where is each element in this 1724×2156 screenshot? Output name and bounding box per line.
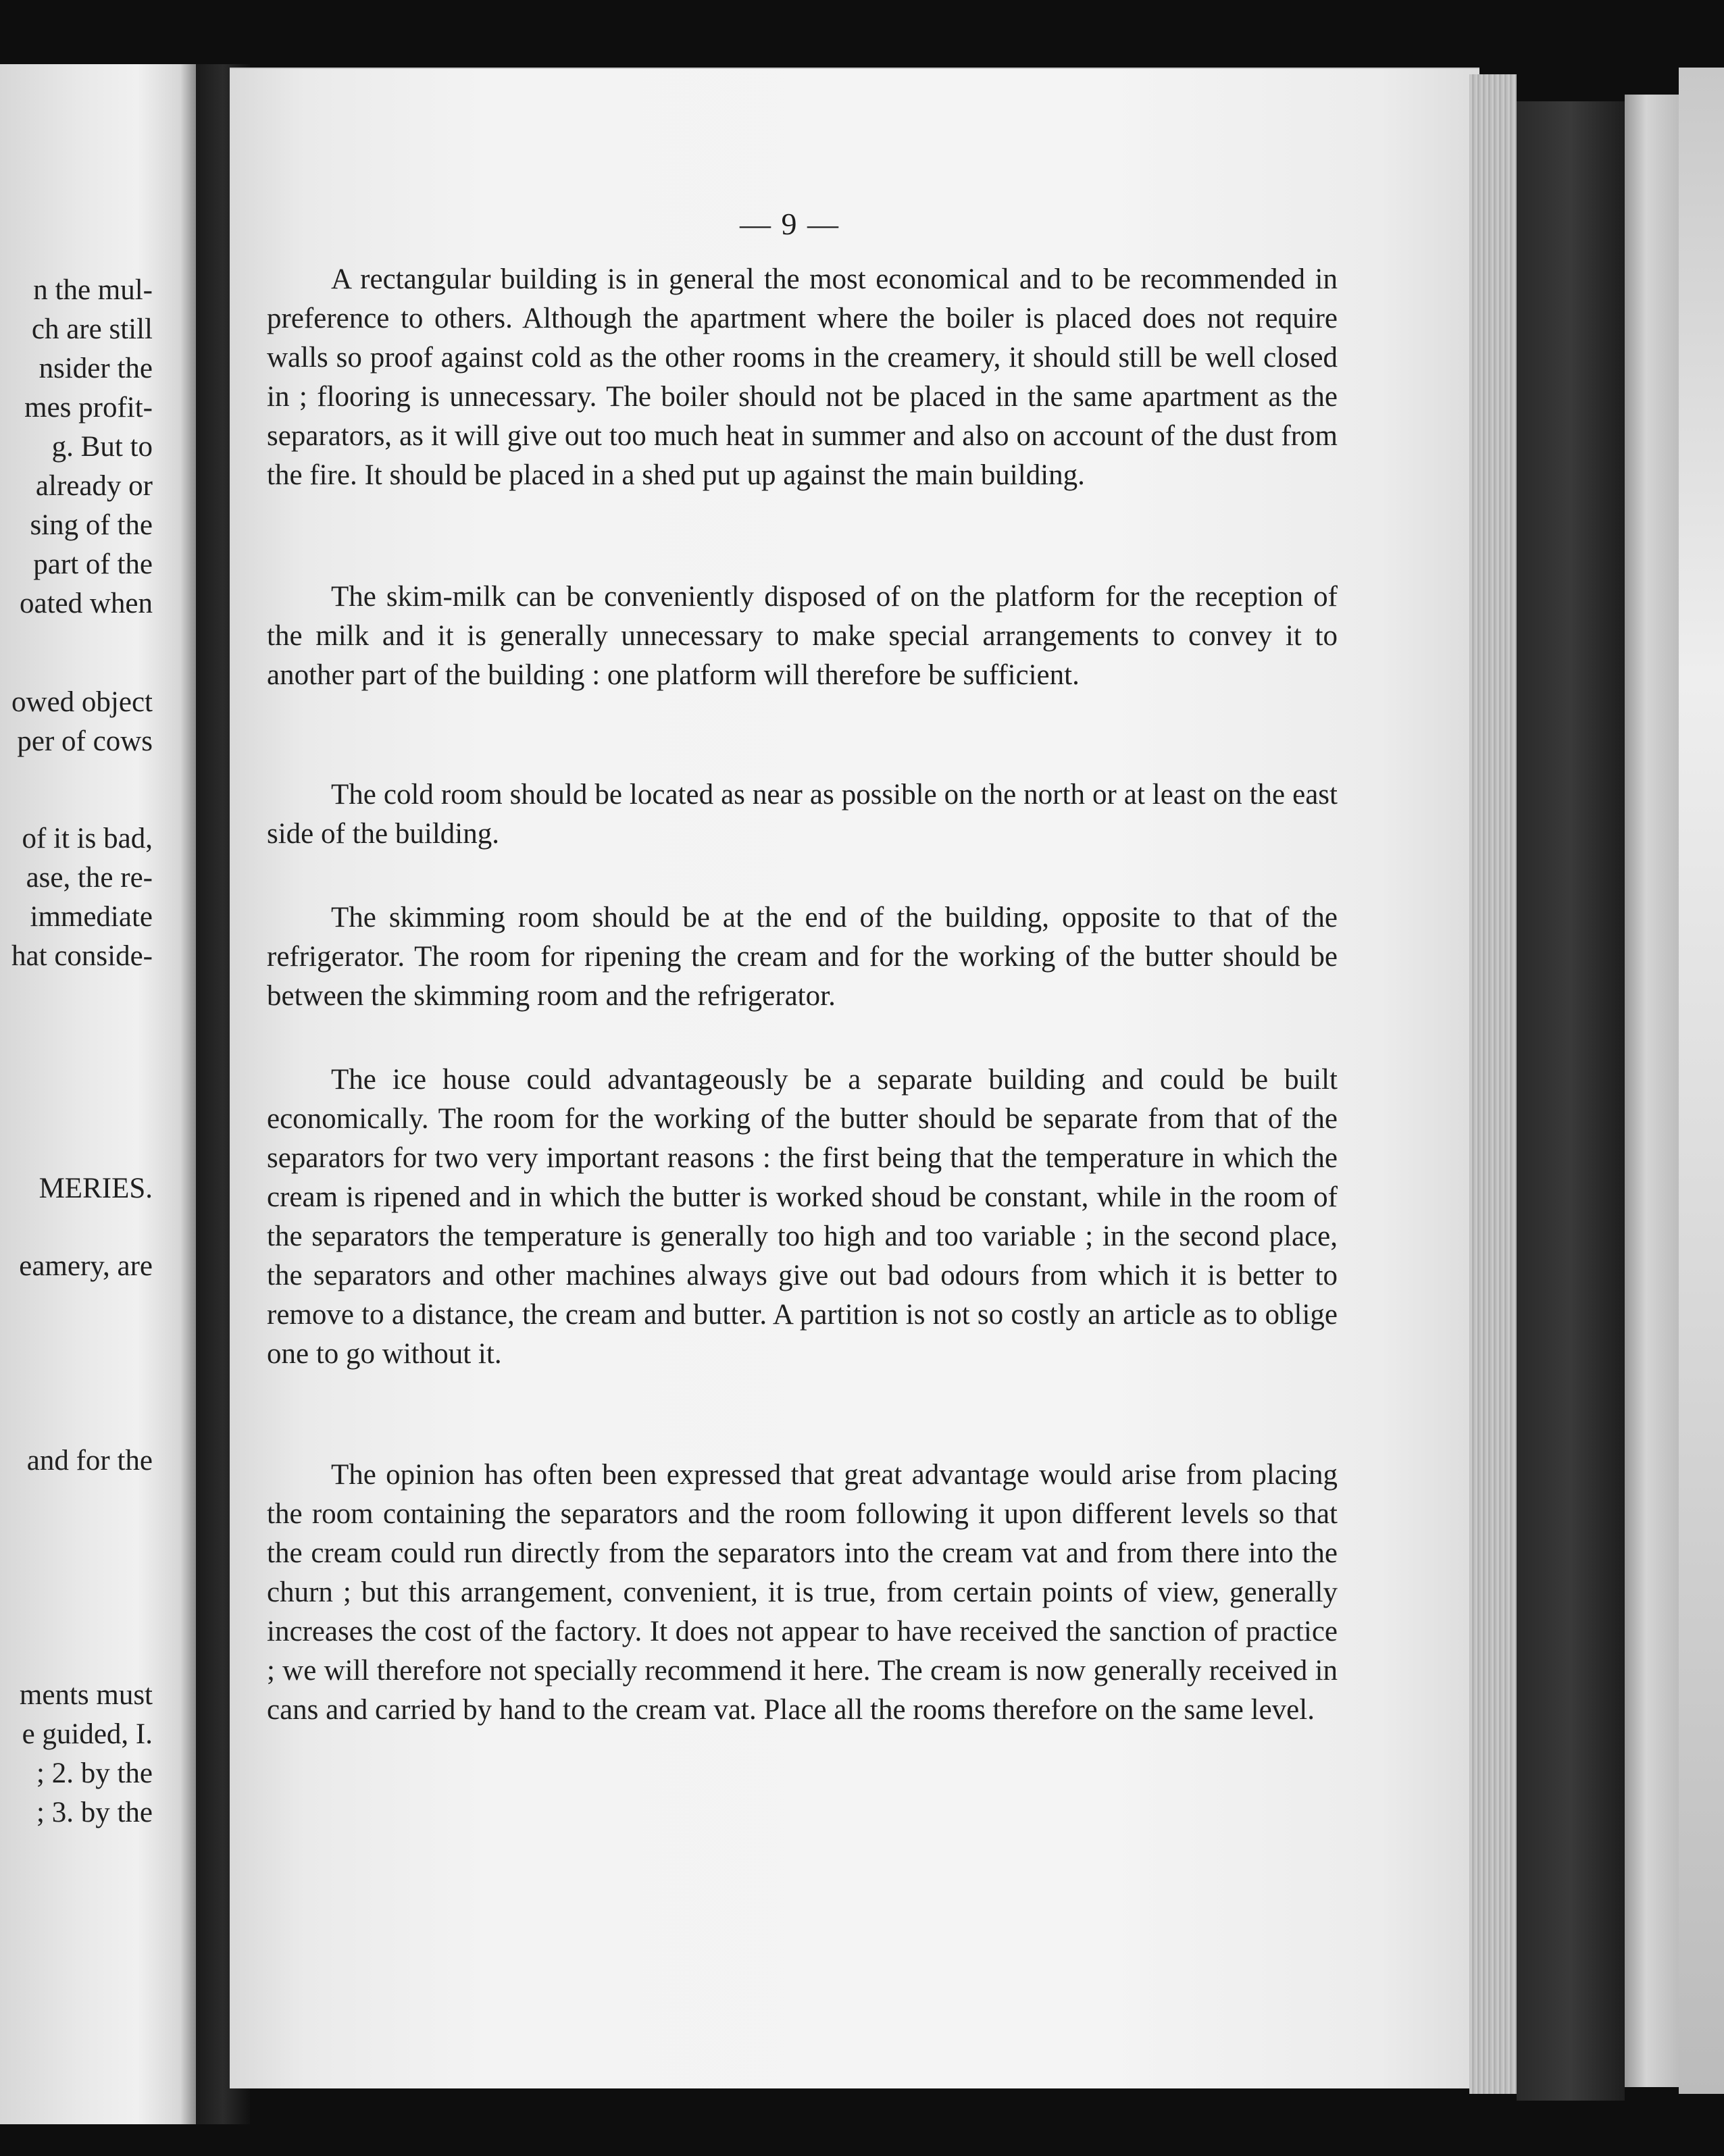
left-line: and for the (26, 1445, 153, 1477)
page-stack-edge (1469, 74, 1517, 2094)
left-line: of it is bad, (22, 823, 153, 854)
paragraph-text: The ice house could advantageously be a separate building and could be built economically. The room for the working of the butter should be separate from that of the separators for two very important reasons : the first being that the temperature in which the cream is ripened and in which the butter is worked shoud be constant, while in the room of the separators the temperature is generally too high and too variable ; in the second place, the separators and other machines always give out bad odours from which it is better to remove to a distance, the cream and butter. A partition is not so costly an article as to oblige one to go without it. (267, 1064, 1338, 1370)
left-line: owed object (11, 686, 153, 718)
paragraph (267, 578, 1338, 695)
left-line: ments must (19, 1679, 153, 1711)
left-line: nsider the (39, 353, 153, 384)
paragraph (267, 1456, 1338, 1730)
paragraph (267, 260, 1338, 495)
book-cover-edge (1625, 95, 1679, 2087)
left-line: ch are still (31, 313, 153, 345)
left-line: eamery, are (19, 1250, 153, 1282)
paragraph-text: The skim-milk can be conveniently disposed of on the platform for the reception of the milk and it is generally unnecessary to make special arrangements to convey it to another part of the building : one platform will therefore be sufficient. (267, 581, 1338, 691)
left-line: g. But to (51, 431, 153, 463)
left-line: part of the (33, 548, 153, 580)
paragraph (267, 775, 1338, 854)
paragraph (267, 898, 1338, 1016)
book-edge-shadow (1517, 101, 1625, 2101)
left-line: oated when (19, 588, 153, 619)
left-line: hat conside- (11, 940, 153, 972)
left-line: e guided, I. (22, 1718, 153, 1750)
left-line: ase, the re- (26, 862, 153, 894)
left-heading: MERIES. (39, 1173, 153, 1204)
left-line: immediate (30, 901, 153, 933)
left-line: n the mul- (33, 274, 153, 306)
left-line: sing of the (30, 509, 153, 541)
paragraph-text: The opinion has often been expressed that great advantage would arise from placing the room containing the separators and the room following it upon different levels so that the cream could run directly from the separators into the cream vat and from there into the churn ; but this arrangement, convenient, it is true, from certain points of view, generally increases the cost of the factory. It does not appear to have received the sanction of practice ; we will therefore not specially recommend it here. The cream is now generally received in cans and carried by hand to the cream vat. Place all the rooms therefore on the same level. (267, 1459, 1338, 1726)
left-line: already or (35, 470, 153, 502)
paragraph-text: A rectangular building is in general the most economical and to be recommended in preference to others. Although the apartment where the boiler is placed does not require walls so proof against cold as the other rooms in the creamery, it should still be well closed in ; flooring is unnecessary. The boiler should not be placed in the same apartment as the separators, as it will give out too much heat in summer and also on account of the dust from the fire. It should be placed in a shed put up against the main building. (267, 263, 1338, 491)
paragraph-text: The skimming room should be at the end of the building, opposite to that of the refrigerator. The room for ripening the cream and for the working of the butter should be between the skimming room and the refrigerator. (267, 902, 1338, 1012)
left-line: ; 3. by the (36, 1797, 153, 1828)
background-object (1679, 68, 1724, 2094)
left-page (0, 64, 196, 2124)
left-line: ; 2. by the (36, 1757, 153, 1789)
left-line: mes profit- (24, 392, 153, 424)
paragraph (267, 1060, 1338, 1374)
page-number: — 9 — (740, 207, 840, 241)
left-line: per of cows (17, 725, 153, 757)
paragraph-text: The cold room should be located as near as possible on the north or at least on the east side of the building. (267, 779, 1338, 850)
